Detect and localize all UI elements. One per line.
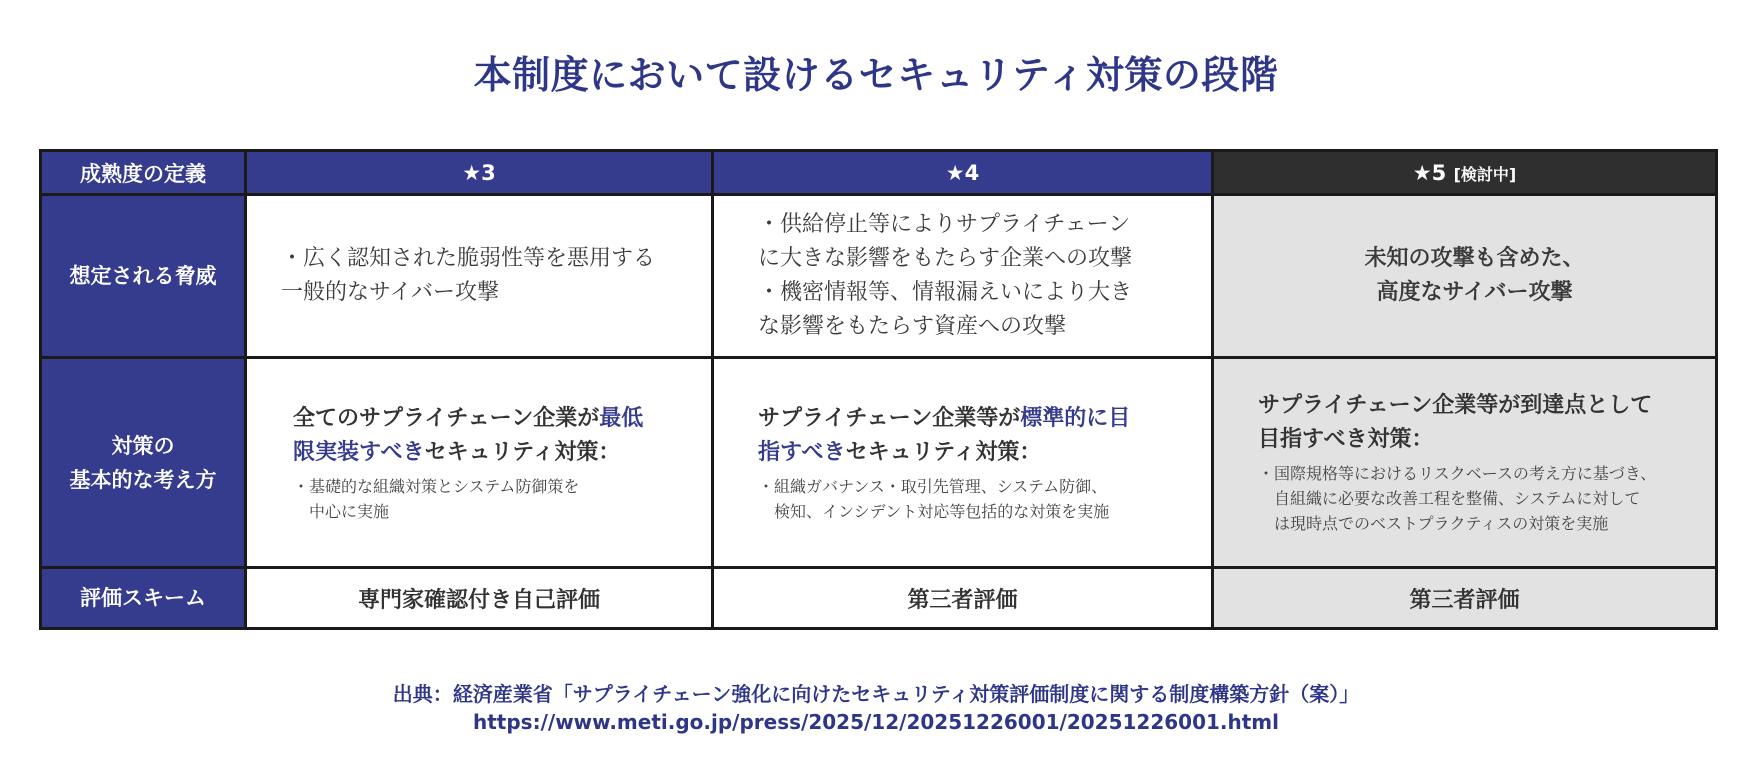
- row-label-scheme: 評価スキーム: [41, 568, 246, 629]
- threat-star3-line: ・広く認知された脆弱性等を悪用する: [281, 246, 656, 271]
- header-star3: ★3: [246, 151, 713, 195]
- policy-star5-detail: [1258, 461, 1685, 536]
- threat-star4-line: ・供給停止等によりサプライチェーン: [758, 212, 1131, 237]
- threat-star5: [1213, 195, 1717, 358]
- header-definition: 成熟度の定義: [41, 151, 246, 195]
- policy-star4-detail: [758, 474, 1181, 524]
- policy-star3: [246, 358, 713, 568]
- policy-star3-heading: [293, 402, 681, 470]
- source-citation: 出典：経済産業省「サプライチェーン強化に向けたセキュリティ対策評価制度に関する制度構築方針（案）」: [392, 682, 1360, 706]
- row-label-policy-line1: 対策の: [111, 433, 175, 458]
- threat-star3: [246, 195, 713, 358]
- policy-star4-detail-line: ・組織ガバナンス・取引先管理、システム防御、: [758, 476, 1108, 496]
- source-url[interactable]: https://www.meti.go.jp/press/2025/12/20251226001/20251226001.html: [473, 710, 1279, 734]
- policy-star3-detail: [293, 474, 681, 524]
- policy-star3-accent-a: 最低: [599, 405, 644, 431]
- policy-star3-head-b: セキュリティ対策：: [424, 439, 621, 465]
- scheme-star4: 第三者評価: [713, 568, 1213, 629]
- policy-star3-head-a: 全てのサプライチェーン企業が: [293, 405, 600, 431]
- threat-star4-line: に大きな影響をもたらす企業への攻撃: [758, 246, 1133, 271]
- row-label-policy: [41, 358, 246, 568]
- maturity-table: [39, 149, 1718, 630]
- page-title: 本制度において設けるセキュリティ対策の段階: [473, 53, 1279, 97]
- threat-star4: [713, 195, 1213, 358]
- policy-star4-detail-line: 検知、インシデント対応等包括的な対策を実施: [774, 501, 1110, 521]
- threat-star5-line: 高度なサイバー攻撃: [1376, 280, 1573, 305]
- scheme-star5: 第三者評価: [1213, 568, 1717, 629]
- policy-star5-head-a: サプライチェーン企業等が到達点として: [1258, 393, 1653, 418]
- header-star5-note: [検討中]: [1453, 164, 1517, 184]
- threat-row: [41, 195, 1717, 358]
- header-star5: [1213, 151, 1717, 195]
- scheme-star3: 専門家確認付き自己評価: [246, 568, 713, 629]
- policy-star5: [1213, 358, 1717, 568]
- policy-star4-accent-b: 指すべき: [758, 439, 846, 465]
- row-label-threat: 想定される脅威: [41, 195, 246, 358]
- policy-star4: [713, 358, 1213, 568]
- policy-star4-head-a: サプライチェーン企業等が: [758, 405, 1021, 431]
- threat-star4-line: ・機密情報等、情報漏えいにより大き: [758, 280, 1133, 305]
- threat-star4-line: な影響をもたらす資産への攻撃: [758, 314, 1067, 339]
- policy-row: [41, 358, 1717, 568]
- policy-star5-detail-line: は現時点でのベストプラクティスの対策を実施: [1274, 514, 1609, 533]
- threat-star5-line: 未知の攻撃も含めた、: [1364, 246, 1585, 271]
- header-star5-label: ★5: [1412, 160, 1447, 185]
- policy-star4-heading: [758, 402, 1181, 470]
- policy-star5-head-b: 目指すべき対策：: [1258, 427, 1434, 452]
- policy-star5-heading: [1258, 389, 1685, 457]
- threat-star3-line: 一般的なサイバー攻撃: [281, 280, 500, 305]
- header-row: [41, 151, 1717, 195]
- policy-star3-accent-b: 限実装すべき: [293, 439, 425, 465]
- policy-star5-detail-line: ・国際規格等におけるリスクベースの考え方に基づき、: [1258, 464, 1657, 483]
- policy-star3-detail-line: 中心に実施: [309, 501, 390, 521]
- policy-star3-detail-line: ・基礎的な組織対策とシステム防御策を: [293, 476, 580, 496]
- policy-star4-accent-a: 標準的に目: [1020, 405, 1131, 431]
- header-star4: ★4: [713, 151, 1213, 195]
- policy-star4-head-b: セキュリティ対策：: [845, 439, 1042, 465]
- row-label-policy-line2: 基本的な考え方: [69, 467, 217, 492]
- policy-star5-detail-line: 自組織に必要な改善工程を整備、システムに対して: [1274, 489, 1641, 508]
- scheme-row: [41, 568, 1717, 629]
